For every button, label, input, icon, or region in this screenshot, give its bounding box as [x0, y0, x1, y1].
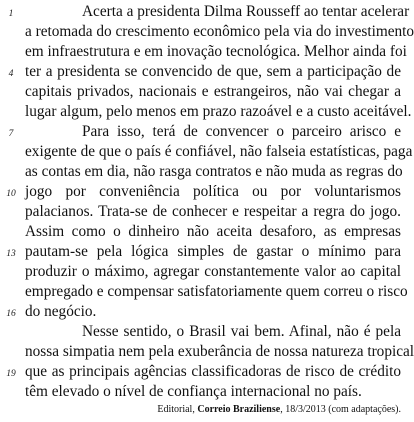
text-line: exigente de que o país é confiável, não falseia estatísticas, paga: [25, 143, 413, 160]
text-line: empregado e compensar satisfatoriamente quem correu o risco: [25, 283, 408, 300]
line-number: [4, 324, 18, 344]
text-line: lugar algum, pelo menos em prazo razoável e a custo aceitável.: [25, 103, 412, 120]
text-line: têm elevado o nível de confiança internacional no país.: [25, 383, 362, 400]
text-line: em infraestrutura e em inovação tecnológica. Melhor ainda foi: [25, 43, 407, 60]
line-number: 4: [8, 69, 14, 79]
text-line: palacianos. Trata-se de conhecer e respeitar a regra do jogo.: [25, 203, 401, 220]
line-number: 7: [8, 129, 14, 139]
source-prefix: Editorial,: [157, 404, 198, 415]
text-line: jogo por conveniência política ou por voluntarismos: [25, 183, 401, 200]
line-number: [4, 344, 18, 364]
text-line: nossa simpatia nem pela exuberância de nossa natureza tropical: [25, 343, 414, 360]
line-number: 1: [8, 9, 14, 19]
line-number: [4, 144, 18, 164]
line-number: [4, 104, 18, 124]
text-line: pautam-se pela lógica simples de gastar o mínimo para: [25, 243, 401, 260]
text-line: a retomada do crescimento econômico pela via do investimento: [25, 23, 414, 40]
line-number: 10: [6, 189, 16, 199]
text-line: ter a presidenta se convencido de que, sem a participação de: [25, 63, 401, 80]
line-number: [4, 84, 18, 104]
text-line: Acerta a presidenta Dilma Rousseff ao tentar acelerar: [82, 3, 410, 20]
source-citation: [157, 404, 401, 416]
text-line: Assim como o dinheiro não aceita desaforo, as empresas: [25, 223, 401, 240]
line-number: [4, 204, 18, 224]
text-line: Nesse sentido, o Brasil vai bem. Afinal, não é pela: [82, 323, 401, 340]
text-line: capitais privados, nacionais e estrangeiros, não vai chegar a: [25, 83, 401, 100]
line-number: 16: [6, 309, 16, 319]
source-suffix: , 18/3/2013 (com adaptações).: [280, 404, 401, 415]
text-line: do negócio.: [25, 303, 97, 320]
line-number: 19: [6, 369, 16, 379]
line-number: [4, 44, 18, 64]
line-number: [4, 24, 18, 44]
text-line: que as principais agências classificadoras de risco de crédito: [25, 363, 401, 380]
line-number: [4, 284, 18, 304]
text-line: produzir o máximo, agregar constantemente valor ao capital: [25, 263, 401, 280]
line-number: [4, 164, 18, 184]
text-line: Para isso, terá de convencer o parceiro arisco e: [82, 123, 401, 140]
line-number: [4, 384, 18, 404]
line-number: [4, 224, 18, 244]
line-number: 13: [6, 249, 16, 259]
source-publication: Correio Braziliense: [197, 404, 281, 415]
line-number: [4, 264, 18, 284]
text-line: as contas em dia, não rasga contratos e não muda as regras do: [25, 163, 403, 180]
